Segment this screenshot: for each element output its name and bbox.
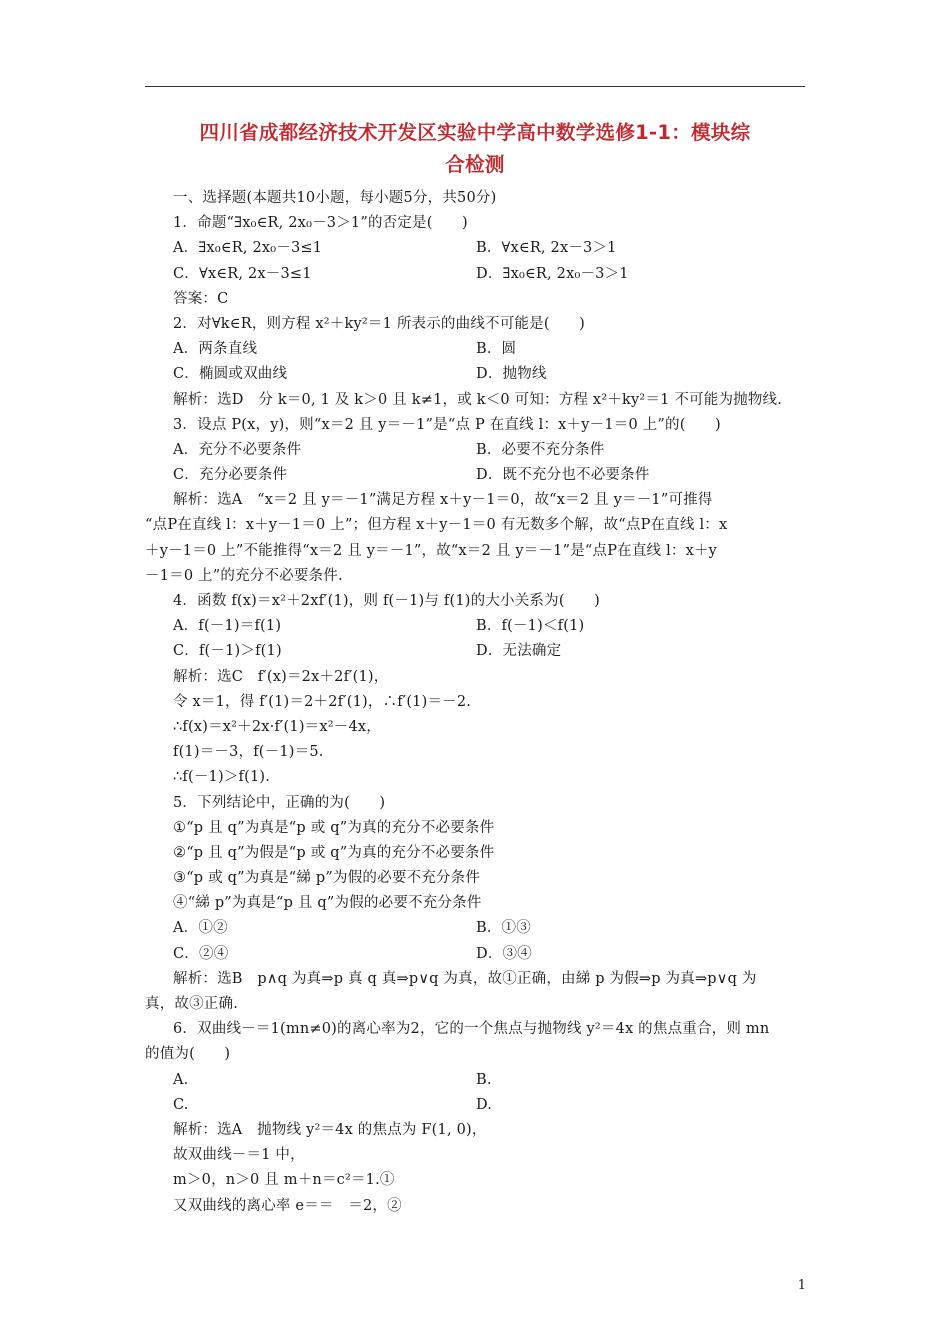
paragraph-line: ∴f(x)＝x²＋2x·f′(1)＝x²－4x， — [173, 718, 381, 735]
option-right: B．圆 — [476, 341, 517, 358]
options-row — [145, 942, 809, 967]
continuation-line: －1＝0 上”的充分不必要条件. — [145, 567, 343, 584]
paragraph-line: 又双曲线的离心率 e＝＝ ＝2，② — [173, 1197, 402, 1214]
option-right: D．抛物线 — [476, 366, 547, 383]
document-body — [145, 186, 809, 1219]
option-left: A．f(－1)＝f(1) — [173, 618, 282, 635]
option-left: C. — [173, 1096, 189, 1113]
options-row — [145, 916, 809, 941]
option-left: A．①② — [173, 920, 228, 937]
option-right: D．∃x₀∈R, 2x₀－3＞1 — [476, 265, 629, 282]
option-right: D. — [476, 1096, 493, 1113]
continuation-line: 真，故③正确. — [145, 996, 239, 1012]
paragraph-line: 答案：C — [173, 290, 229, 307]
options-row — [145, 236, 809, 261]
options-row — [145, 362, 809, 387]
paragraph-line: ∴f(－1)＞f(1). — [173, 769, 271, 786]
paragraph-line: 解析：选A 抛物线 y²＝4x 的焦点为 F(1, 0)， — [173, 1121, 487, 1138]
option-left: C．充分必要条件 — [173, 467, 288, 484]
option-right: B．∀x∈R, 2x－3＞1 — [476, 240, 617, 257]
options-row — [145, 337, 809, 362]
option-right: D．既不充分也不必要条件 — [476, 467, 650, 484]
paragraph-line: f(1)＝－3，f(－1)＝5. — [173, 744, 324, 761]
options-row — [145, 1068, 809, 1093]
paragraph-line: m＞0，n＞0 且 m＋n＝c²＝1.① — [173, 1172, 395, 1189]
options-row — [145, 262, 809, 287]
option-right: B．f(－1)＜f(1) — [476, 618, 585, 635]
paragraph-line: 解析：选D 分 k＝0, 1 及 k＞0 且 k≠1，或 k＜0 可知：方程 x²＋ky²＝1 不可能为抛物线. — [173, 391, 783, 408]
option-left: C．f(－1)＞f(1) — [173, 643, 282, 660]
options-row — [145, 614, 809, 639]
header-rule — [145, 86, 805, 87]
continuation-line: “点P在直线 l：x＋y－1＝0 上”；但方程 x＋y－1＝0 有无数多个解，故“点P在直线 l：x — [145, 517, 728, 534]
page-number: 1 — [797, 1278, 806, 1293]
continuation-line: 的值为( ) — [145, 1046, 231, 1063]
paragraph-line: 3．设点 P(x，y)，则“x＝2 且 y＝－1”是“点 P 在直线 l：x＋y－1＝0 上”的( ) — [173, 416, 721, 433]
paragraph-line: ③“p 或 q”为真是“綈 p”为假的必要不充分条件 — [173, 870, 481, 887]
paragraph-line: 5．下列结论中，正确的为( ) — [173, 794, 386, 811]
option-left: A．∃x₀∈R, 2x₀－3≤1 — [173, 240, 323, 257]
paragraph-line: 解析：选A “x＝2 且 y＝－1”满足方程 x＋y－1＝0，故“x＝2 且 y＝－1”可推得 — [173, 492, 713, 509]
option-right: D．无法确定 — [476, 643, 562, 660]
option-left: C．∀x∈R, 2x－3≤1 — [173, 265, 312, 282]
paragraph-line: 故双曲线－＝1 中， — [173, 1147, 305, 1164]
option-right: B．必要不充分条件 — [476, 441, 605, 458]
document-title: 四川省成都经济技术开发区实验中学高中数学选修1-1：模块综 — [199, 121, 751, 144]
paragraph-line: 令 x＝1，得 f′(1)＝2＋2f′(1)，∴f′(1)＝－2. — [173, 693, 472, 710]
paragraph-line: ②“p 且 q”为假是“p 或 q”为真的充分不必要条件 — [173, 844, 495, 861]
options-row — [145, 639, 809, 664]
options-row — [145, 463, 809, 488]
paragraph-line: ①“p 且 q”为真是“p 或 q”为真的充分不必要条件 — [173, 819, 495, 836]
option-right: B．①③ — [476, 920, 531, 937]
paragraph-line: 1．命题“∃x₀∈R, 2x₀－3＞1”的否定是( ) — [173, 215, 468, 232]
paragraph-line: ④“綈 p”为真是“p 且 q”为假的必要不充分条件 — [173, 895, 482, 912]
continuation-line: ＋y－1＝0 上”不能推得“x＝2 且 y＝－1”，故“x＝2 且 y＝－1”是“点P在直线 l：x＋y — [145, 542, 718, 559]
option-left: C．椭圆或双曲线 — [173, 366, 288, 383]
paragraph-line: 解析：选C f′(x)＝2x＋2f′(1)， — [173, 668, 389, 685]
paragraph-line: 2．对∀k∈R，则方程 x²＋ky²＝1 所表示的曲线不可能是( ) — [173, 315, 585, 332]
paragraph-line: 6．双曲线－＝1(mn≠0)的离心率为2，它的一个焦点与抛物线 y²＝4x 的焦点重合，则 mn — [173, 1021, 770, 1038]
paragraph-line: 一、选择题(本题共10小题，每小题5分，共50分) — [173, 190, 497, 206]
option-left: A. — [173, 1071, 189, 1088]
option-right: D．③④ — [476, 945, 532, 962]
paragraph-line: 解析：选B p∧q 为真⇒p 真 q 真⇒p∨q 为真，故①正确，由綈 p 为假⇒p 为真⇒p∨q 为 — [173, 970, 757, 987]
options-row — [145, 1093, 809, 1118]
option-right: B. — [476, 1071, 492, 1088]
option-left: A．两条直线 — [173, 341, 258, 358]
option-left: A．充分不必要条件 — [173, 441, 302, 458]
option-left: C．②④ — [173, 945, 229, 962]
paragraph-line: 4．函数 f(x)＝x²＋2xf′(1)，则 f(－1)与 f(1)的大小关系为( ) — [173, 593, 600, 609]
document-title-continued: 合检测 — [445, 153, 505, 176]
options-row — [145, 438, 809, 463]
